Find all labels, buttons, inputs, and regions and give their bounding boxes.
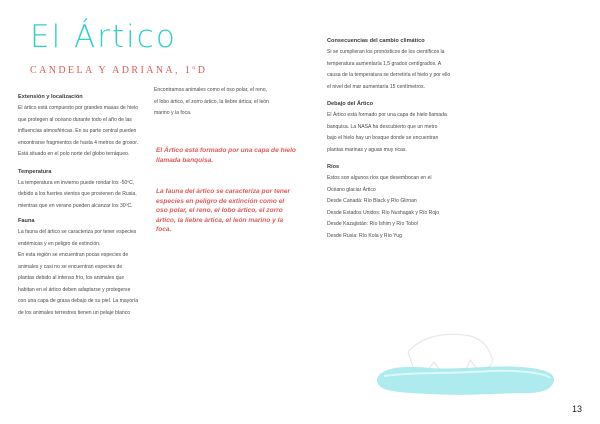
text-line: El Ártico está formado por una capa de hielo llamada — [327, 112, 447, 118]
text-line: La temperatura en invierno puede rondar los -50ºC, — [18, 179, 135, 186]
pull-quote-fauna: La fauna del ártico se caracteriza por tener especies en peligro de extinción como el oso polar, el reno, el lobo ártico, el zorro ártico, la liebre ártica, el león marino y la foca. — [156, 188, 291, 233]
text-line: Desde Canadá: Río Black y Río Glirnan — [327, 198, 417, 204]
text-line: endémicas y en peligro de extinción. — [18, 240, 101, 247]
text-line: Encontramos animales como el oso polar, el reno, — [154, 87, 267, 93]
heading-temperature: Temperatura — [18, 168, 52, 175]
text-line: plantas marinas y aguas muy ricas. — [327, 146, 407, 153]
text-line: Estos son algunos ríos que desembocan en el — [327, 175, 432, 181]
text-line: Está situado en el polo norte del globo terráqueo. — [18, 151, 130, 157]
text-line: Si se cumplieran los pronósticos de los científicos la — [327, 49, 445, 55]
text-line: Desde Kazajistán: Río Ishim y Río Tobol — [327, 221, 418, 227]
text-line: influencias atmosféricas. En su parte central pueden — [18, 128, 137, 134]
text-line: banquisa. La NASA ha descubierto que un metro — [327, 123, 438, 130]
text-line: encontrarse fragmentos de hasta 4 metros de grosor. — [18, 139, 139, 146]
text-line: causa de la temperatura se derretiría el hielo y por ello — [327, 72, 451, 78]
author-line: CANDELA Y ADRIANA, 1ºD — [30, 65, 208, 76]
text-line: con una capa de grasa debajo de su piel. La mayoría — [18, 298, 139, 304]
text-line: marino y la foca. — [154, 110, 192, 116]
page-title: El Ártico — [30, 19, 177, 55]
text-line: el nivel del mar aumentaría 15 centímetros. — [327, 83, 425, 90]
heading-fauna: Fauna — [18, 218, 35, 224]
text-line: Desde Estados Unidos: Río Nushagak y Río Rojo — [327, 209, 440, 216]
text-line: En esta región se encuentran pocas especies de — [18, 252, 129, 258]
page-number: 13 — [572, 404, 583, 414]
column-middle — [154, 85, 294, 120]
heading-under-arctic: Debajo del Ártico — [327, 101, 374, 107]
text-line: temperatura aumentaría 1,5 grados centígrados. A — [327, 60, 442, 67]
column-left — [18, 92, 155, 319]
text-line: que protegen al océano durante todo el año de las — [18, 116, 132, 123]
heading-climate-change: Consecuencias del cambio climático — [327, 38, 425, 44]
text-line: debido a los fuertes vientos que provienen de Rusia, — [18, 191, 137, 197]
pull-quote-banquisa: El Ártico está formado por una capa de hielo llamada banquisa. — [156, 147, 296, 164]
ice-floe-icon — [377, 367, 554, 395]
text-line: de los animales terrestres tienen un pelaje blanco — [18, 309, 131, 316]
text-line: animales y casi no se encuentran especies de — [18, 263, 123, 270]
text-line: Océano glaciar Ártico — [327, 186, 376, 193]
text-line: El ártico está compuesto por grandes masas de hielo — [18, 105, 139, 111]
text-line: el lobo ártico, el zorro ártico, la liebre ártica, el león — [154, 98, 269, 105]
heading-rivers: Ríos — [327, 164, 340, 170]
text-line: La fauna del ártico se caracteriza por tener especies — [18, 229, 137, 235]
heading-extension: Extensión y localización — [18, 94, 83, 100]
text-line: habitan en el ártico deben adaptarse y protegerse — [18, 286, 131, 293]
text-line: bajo el hielo hay un bosque donde se encuentran — [327, 135, 439, 141]
text-line: mientras que en verano pueden alcanzar los 30ºC. — [18, 202, 133, 209]
text-line: Desde Rusia: Río Kola y Río Yug — [327, 232, 402, 239]
text-line: plantas debido al intenso frío, los animales que — [18, 275, 125, 281]
column-right — [327, 36, 452, 242]
ice-floe-polar-bear-illustration — [370, 310, 560, 400]
polar-bear-sketch-icon — [408, 334, 492, 370]
